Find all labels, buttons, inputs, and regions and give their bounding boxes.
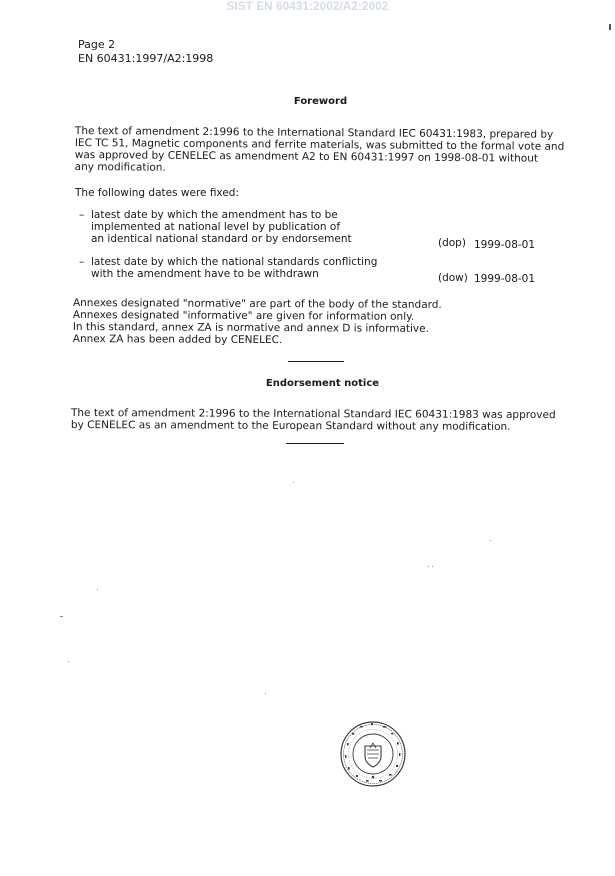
endorsement-text: [71, 407, 556, 433]
annex-line: In this standard, annex ZA is normative and annex D is informative.: [72, 320, 429, 335]
foreword-intro: [75, 125, 565, 177]
watermark: SIST EN 60431:2002/A2:2002: [226, 1, 389, 13]
foreword-heading: Foreword: [293, 96, 348, 107]
seal-icon: [339, 720, 407, 788]
foreword-intro-line: any modification.: [74, 160, 166, 174]
scan-speck: [60, 616, 63, 617]
date-abbr: (dop): [438, 237, 466, 249]
date-item-text: [91, 209, 431, 245]
date-value: 1999-08-01: [474, 273, 536, 285]
annex-notes: [73, 297, 442, 347]
date-item-line: implemented at national level by publication of: [91, 221, 341, 233]
scan-speck: [293, 482, 294, 483]
date-abbr: (dow): [438, 272, 468, 284]
list-dash: –: [79, 256, 85, 268]
annex-line: Annexes designated "normative" are part of the body of the standard.: [72, 297, 442, 311]
scan-speck: [490, 540, 491, 541]
endorsement-line: by CENELEC as an amendment to the European Standard without any modification.: [70, 418, 511, 433]
date-item-line: latest date by which the amendment has to be: [91, 209, 338, 221]
date-value: 1999-08-01: [474, 239, 536, 251]
scan-speck: [265, 693, 266, 694]
section-divider: [288, 361, 344, 362]
end-divider: [286, 443, 344, 444]
page-number: Page 2: [78, 38, 116, 51]
scan-speck: [97, 589, 98, 590]
endorsement-heading: Endorsement notice: [265, 378, 380, 389]
list-dash: –: [79, 209, 85, 221]
foreword-intro-line: The text of amendment 2:1996 to the International Standard IEC 60431:1983, prepared by: [74, 125, 554, 141]
endorsement-line: The text of amendment 2:1996 to the International Standard IEC 60431:1983 was approved: [70, 407, 556, 422]
foreword-intro-line: was approved by CENELEC as amendment A2 to EN 60431:1997 on 1998-08-01 without: [74, 148, 539, 165]
page-header: [78, 38, 213, 66]
scan-speck: [428, 566, 429, 567]
date-item-line: an identical national standard or by endorsement: [91, 233, 352, 245]
dates-intro: The following dates were fixed:: [75, 187, 239, 199]
annex-line: Annex ZA has been added by CENELEC.: [72, 332, 283, 347]
official-seal-stamp: [339, 720, 407, 788]
date-item-line: with the amendment have to be withdrawn: [91, 268, 319, 280]
standard-reference: EN 60431:1997/A2:1998: [78, 52, 214, 65]
scan-speck: [68, 661, 69, 662]
foreword-intro-line: IEC TC 51, Magnetic components and ferrite materials, was submitted to the formal vote and: [74, 136, 565, 153]
date-item-dop: [79, 209, 549, 249]
date-item-text: [91, 256, 431, 280]
date-item-line: latest date by which the national standards conflicting: [91, 256, 378, 268]
scan-speck: [432, 566, 433, 567]
annex-line: Annexes designated "informative" are given for information only.: [72, 308, 415, 323]
scan-edge-mark: [609, 24, 611, 30]
date-item-dow: [79, 256, 549, 288]
